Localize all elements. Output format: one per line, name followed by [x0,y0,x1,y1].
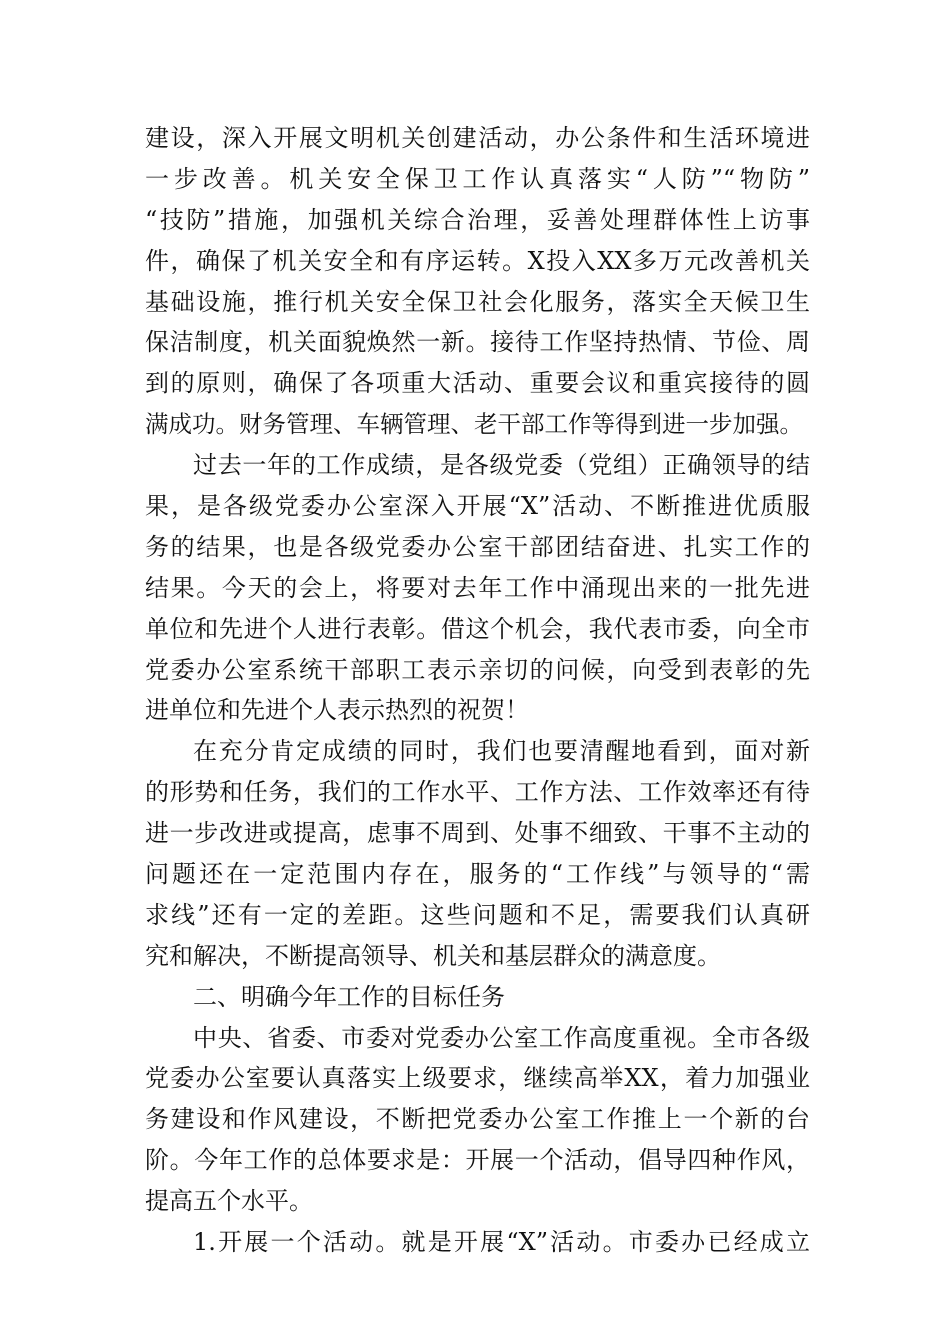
text-line: 满成功。财务管理、车辆管理、老干部工作等得到进一步加强。 [145,410,803,439]
text-line: 的形势和任务，我们的工作水平、工作方法、工作效率还有待 [145,778,810,807]
text-line: 保洁制度，机关面貌焕然一新。接待工作坚持热情、节俭、周 [145,328,810,357]
text-line: 求线”还有一定的差距。这些问题和不足，需要我们认真研 [145,900,810,929]
text-line: 建设，深入开展文明机关创建活动，办公条件和生活环境进 [145,124,810,152]
text-line: 二、明确今年工作的目标任务 [193,982,505,1011]
text-line: 进单位和先进个人表示热烈的祝贺！ [145,696,529,725]
text-line: 件，确保了机关安全和有序运转。X投入XX多万元改善机关 [145,246,810,275]
text-line: 过去一年的工作成绩，是各级党委（党组）正确领导的结 [193,451,810,480]
text-line: “技防”措施，加强机关综合治理，妥善处理群体性上访事 [145,205,810,234]
document-body [145,118,810,1263]
text-line: 提高五个水平。 [145,1187,313,1216]
text-line: 问题还在一定范围内存在，服务的“工作线”与领导的“需 [145,860,810,889]
text-line: 1.开展一个活动。就是开展“X”活动。市委办已经成立 [193,1228,810,1257]
text-line: 进一步改进或提高，虑事不周到、处事不细致、干事不主动的 [145,819,810,848]
text-line: 党委办公室要认真落实上级要求，继续高举XX，着力加强业 [145,1064,810,1093]
text-line: 究和解决，不断提高领导、机关和基层群众的满意度。 [145,941,721,970]
text-line: 务的结果，也是各级党委办公室干部团结奋进、扎实工作的 [145,532,810,561]
text-line: 单位和先进个人进行表彰。借这个机会，我代表市委，向全市 [145,614,810,643]
text-line: 一步改善。机关安全保卫工作认真落实“人防”“物防” [145,164,810,193]
text-line: 果，是各级党委办公室深入开展“X”活动、不断推进优质服 [145,492,810,521]
text-line: 在充分肯定成绩的同时，我们也要清醒地看到，面对新 [193,737,810,766]
text-line: 结果。今天的会上，将要对去年工作中涌现出来的一批先进 [145,573,810,602]
text-line: 党委办公室系统干部职工表示亲切的问候，向受到表彰的先 [145,655,810,684]
text-line: 务建设和作风建设，不断把党委办公室工作推上一个新的台 [145,1105,810,1134]
text-line: 到的原则，确保了各项重大活动、重要会议和重宾接待的圆 [145,369,810,398]
text-line: 阶。今年工作的总体要求是：开展一个活动，倡导四种作风， [145,1146,810,1175]
text-line: 基础设施，推行机关安全保卫社会化服务，落实全天候卫生 [145,287,810,316]
text-line: 中央、省委、市委对党委办公室工作高度重视。全市各级 [193,1023,810,1052]
